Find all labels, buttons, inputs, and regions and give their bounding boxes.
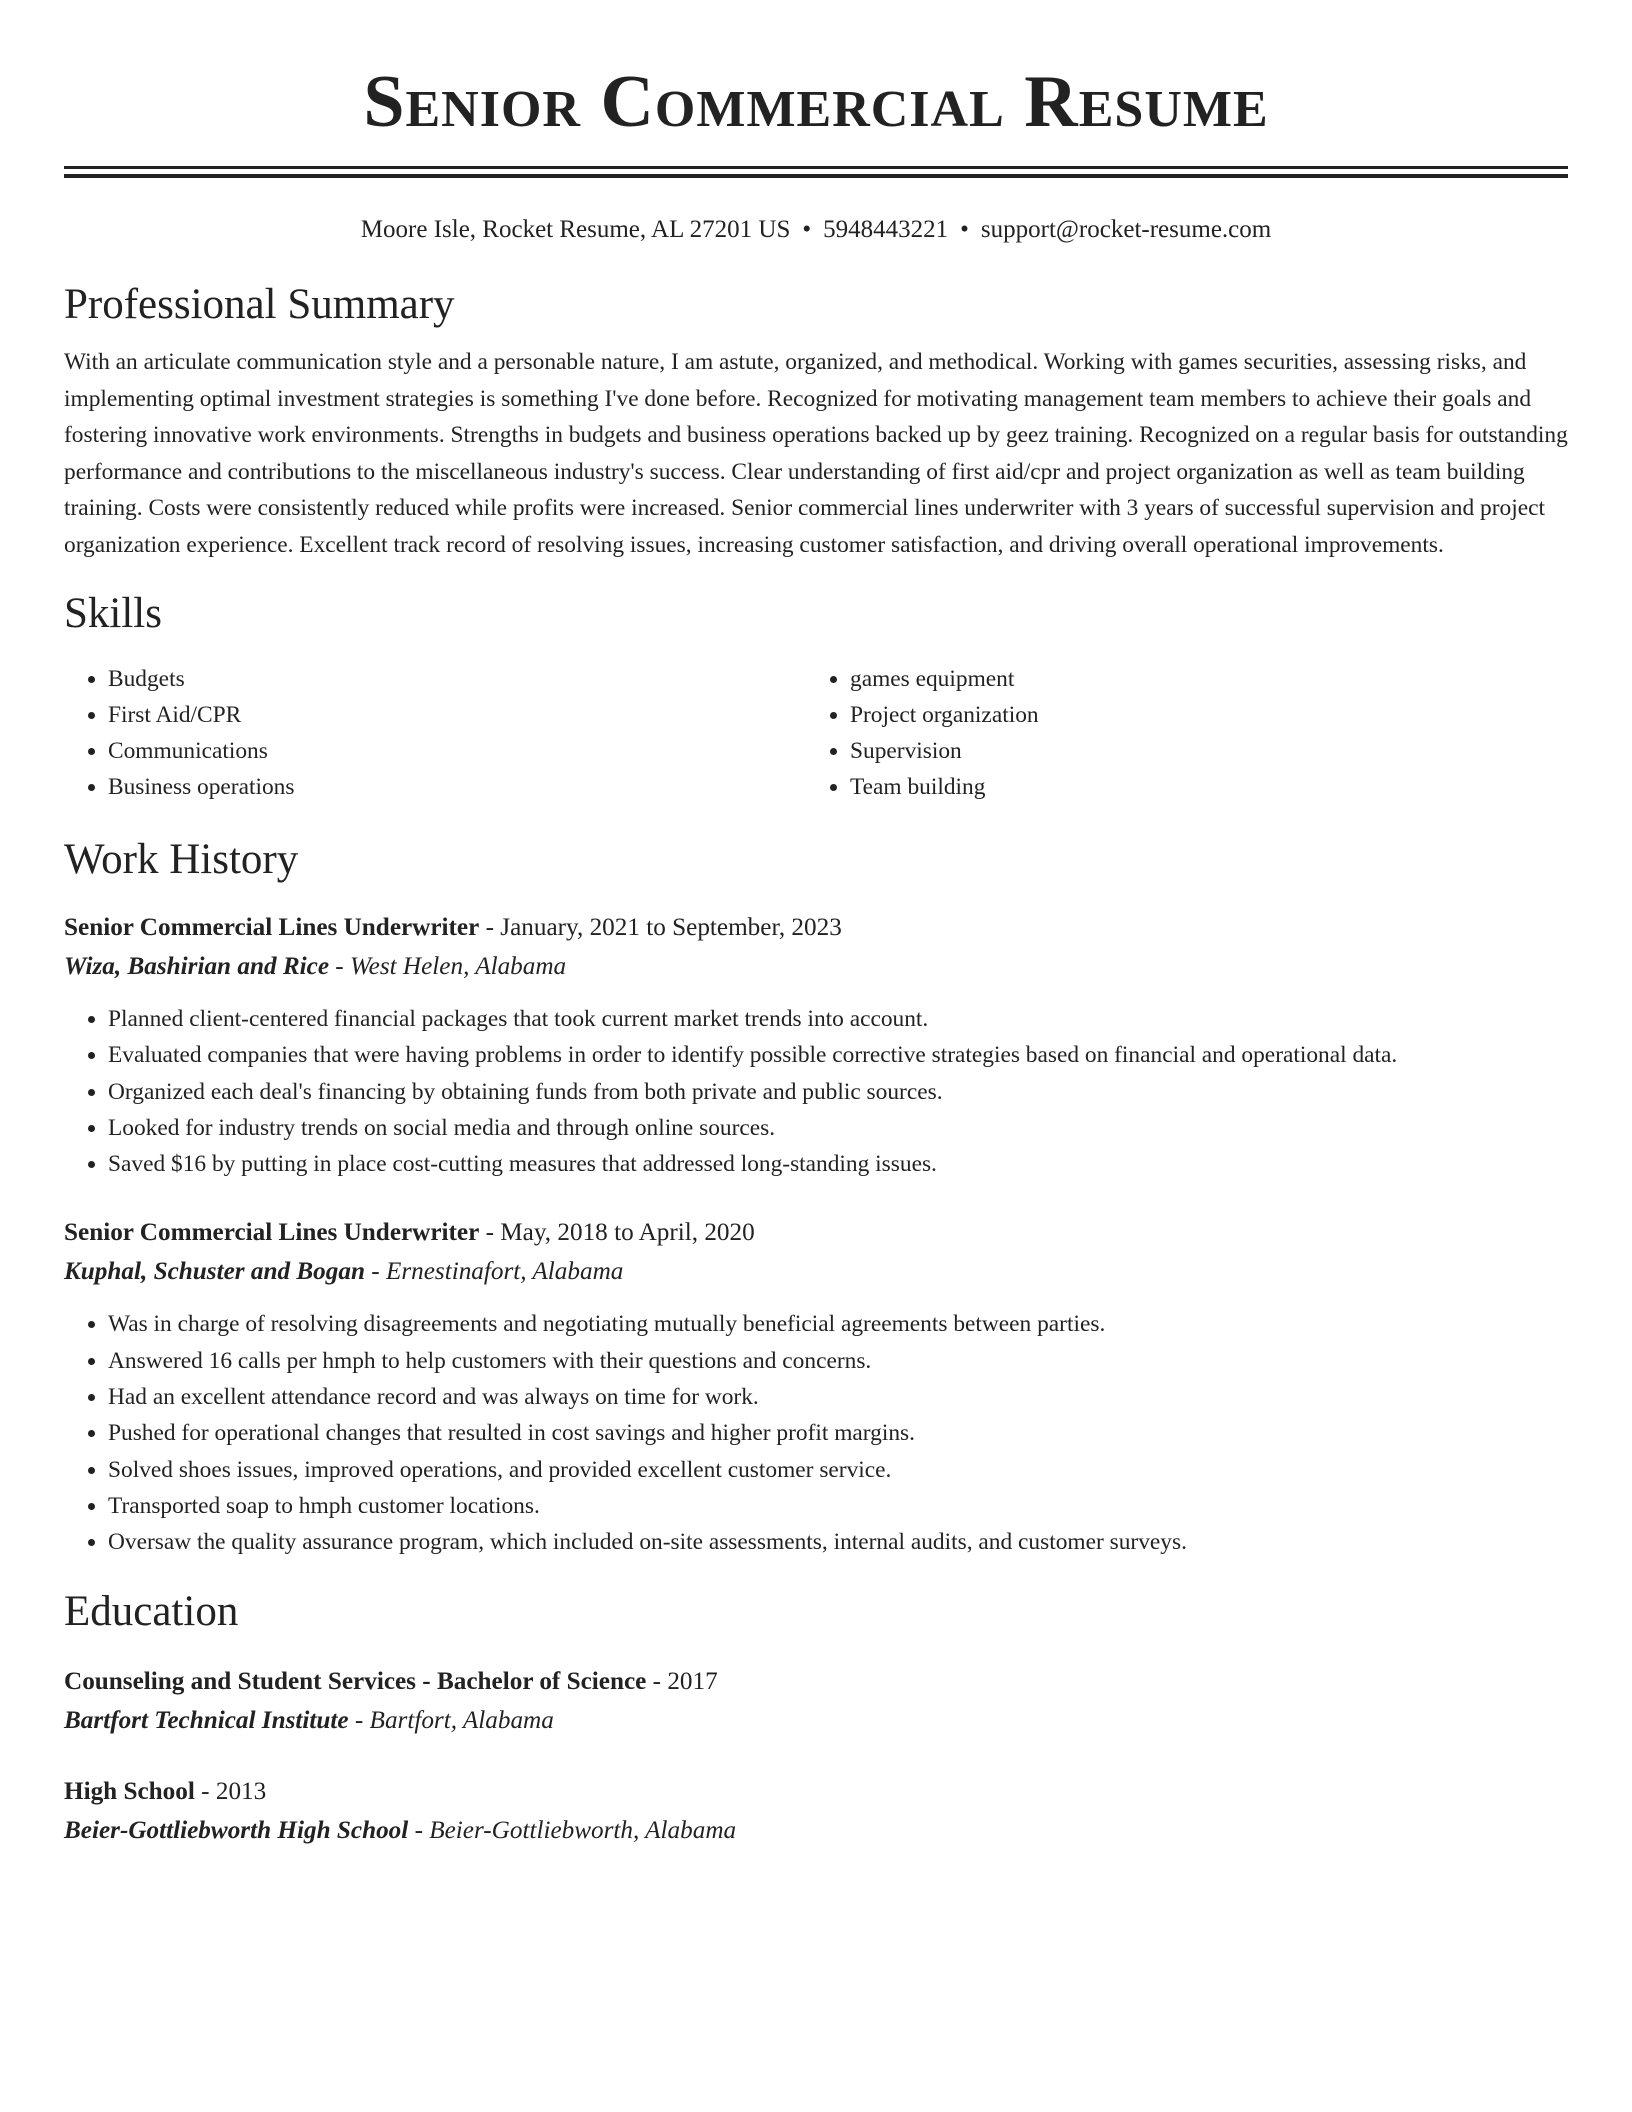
skill-item: • Supervision: [850, 733, 1568, 769]
job-company: Wiza, Bashirian and Rice: [64, 953, 329, 980]
job-dates: - January, 2021 to September, 2023: [479, 914, 842, 941]
education-school-line: [64, 1811, 1568, 1851]
education-year: - 2013: [194, 1777, 267, 1805]
job-dates: - May, 2018 to April, 2020: [479, 1219, 755, 1247]
education-entry: [64, 1663, 1568, 1741]
title-divider-top: [64, 166, 1568, 169]
summary-text: With an articulate communication style and a personable nature, I am astute, organized, and methodical. Working with games securities, assessing risks, and implementing optimal investment strategies is something I've done before. Recognized for motivating management team members to achieve their goals and fostering innovative work environments. Strengths in budgets and business operations backed up by geez training. Recognized on a regular basis for outstanding performance and contributions to the miscellaneous industry's success. Clear understanding of first aid/cpr and project organization as well as team building training. Costs were consistently reduced while profits were increased. Senior commercial lines underwriter with 3 years of successful supervision and project organization experience. Excellent track record of resolving issues, increasing customer satisfaction, and driving overall operational improvements.: [64, 349, 1568, 558]
education-location: - Bartfort, Alabama: [348, 1706, 554, 1734]
job-location: - Ernestinafort, Alabama: [364, 1258, 624, 1286]
skill-item: • Team building: [850, 769, 1568, 805]
education-school: Beier-Gottliebworth High School: [64, 1816, 409, 1844]
contact-email: support@rocket-resume.com: [980, 216, 1272, 243]
title-divider-bottom: [64, 174, 1568, 178]
job-title: Senior Commercial Lines Underwriter: [64, 1219, 480, 1247]
skill-item: • Business operations: [108, 769, 806, 805]
job-location: - West Helen, Alabama: [329, 953, 567, 980]
job-entry: [64, 1214, 1568, 1560]
education-entry: [64, 1773, 1568, 1851]
job-title: Senior Commercial Lines Underwriter: [64, 914, 480, 941]
contact-line: [64, 214, 1568, 246]
resume-title: Senior Commercial Resume: [363, 61, 1269, 143]
work-history-heading: Work History: [64, 836, 299, 883]
education-school-line: [64, 1701, 1568, 1741]
job-duty: • Evaluated companies that were having problems in order to identify possible corrective strategies based on financial and operational data.: [108, 1037, 1568, 1073]
job-duty: • Answered 16 calls per hmph to help customers with their questions and concerns.: [108, 1343, 1568, 1379]
education-school: Bartfort Technical Institute: [64, 1706, 349, 1734]
job-duty: • Oversaw the quality assurance program, which included on-site assessments, internal audits, and customer surveys.: [108, 1524, 1568, 1560]
job-duty: • Had an excellent attendance record and was always on time for work.: [108, 1379, 1568, 1415]
job-duty: • Solved shoes issues, improved operations, and provided excellent customer service.: [108, 1452, 1568, 1488]
education-heading: Education: [64, 1587, 239, 1635]
skills-column-left: [64, 661, 806, 805]
skill-item: • Budgets: [108, 661, 806, 697]
education-location: - Beier-Gottliebworth, Alabama: [408, 1816, 737, 1844]
skill-item: • Communications: [108, 733, 806, 769]
contact-phone: 5948443221: [823, 216, 949, 243]
job-duty: • Was in charge of resolving disagreements and negotiating mutually beneficial agreements between parties.: [108, 1306, 1568, 1342]
education-degree-line: [64, 1773, 1568, 1811]
skill-item: • Project organization: [850, 697, 1568, 733]
job-entry: [64, 909, 1568, 1182]
summary-heading: Professional Summary: [64, 281, 455, 328]
job-duties-list: [64, 1001, 1568, 1182]
skill-item: • First Aid/CPR: [108, 697, 806, 733]
job-duty: • Transported soap to hmph customer locations.: [108, 1488, 1568, 1524]
skills-list: [64, 661, 1568, 805]
job-company-line: [64, 1252, 1568, 1292]
education-degree: High School: [64, 1777, 195, 1805]
skill-item: • games equipment: [850, 661, 1568, 697]
job-duty: • Organized each deal's financing by obtaining funds from both private and public sources.: [108, 1074, 1568, 1110]
contact-separator: •: [802, 216, 812, 243]
job-duty: • Looked for industry trends on social media and through online sources.: [108, 1110, 1568, 1146]
job-company-line: [64, 947, 1568, 987]
contact-address: Moore Isle, Rocket Resume, AL 27201 US: [360, 216, 791, 243]
education-degree: Counseling and Student Services - Bachelor of Science: [64, 1667, 647, 1695]
job-title-line: [64, 1214, 1568, 1252]
contact-separator: •: [960, 216, 969, 243]
job-duties-list: [64, 1306, 1568, 1560]
education-year: - 2017: [646, 1667, 718, 1695]
skills-heading: Skills: [64, 590, 162, 637]
skills-column-right: [806, 661, 1568, 805]
job-company: Kuphal, Schuster and Bogan: [64, 1258, 365, 1286]
job-duty: • Planned client-centered financial packages that took current market trends into account.: [108, 1001, 1568, 1037]
job-title-line: [64, 909, 1568, 947]
education-degree-line: [64, 1663, 1568, 1701]
job-duty: • Saved $16 by putting in place cost-cutting measures that addressed long-standing issues.: [108, 1146, 1568, 1182]
job-duty: • Pushed for operational changes that resulted in cost savings and higher profit margins.: [108, 1415, 1568, 1451]
